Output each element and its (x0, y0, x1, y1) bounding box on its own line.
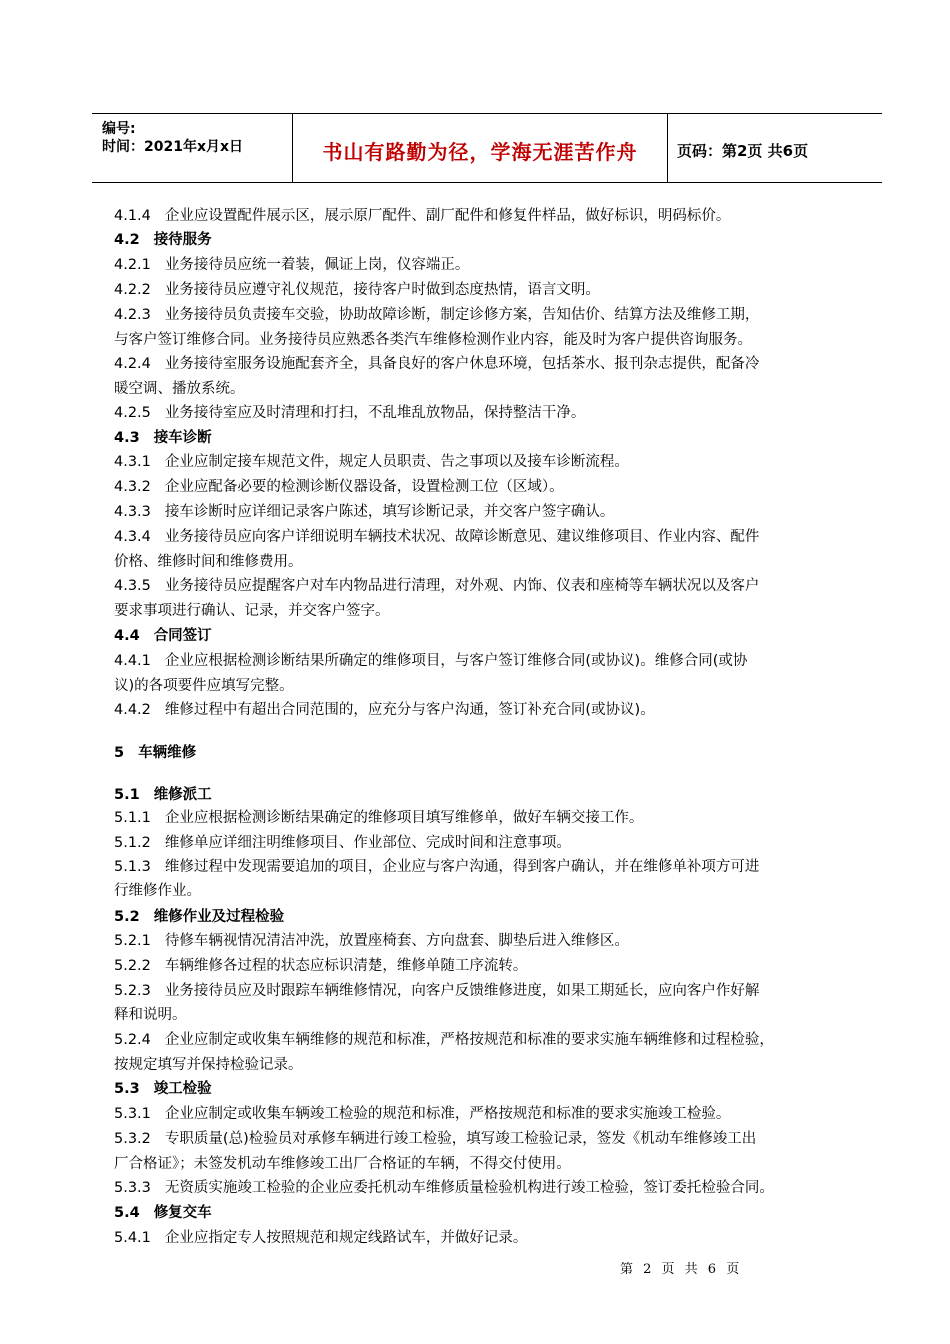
header-right-cell (667, 114, 882, 182)
clause-number: 4.3.3 (114, 504, 151, 520)
header-left-cell (92, 114, 292, 182)
paragraph-line (114, 552, 872, 572)
paragraph-line (114, 502, 872, 522)
clause-text: 企业应配备必要的检测诊断仪器设备，设置检测工位（区域）。 (164, 479, 564, 495)
clause-text: 释和说明。 (114, 1007, 187, 1023)
clause-number: 5.1.2 (114, 835, 151, 851)
paragraph-line (114, 1005, 872, 1025)
clause-text: 企业应根据检测诊断结果所确定的维修项目，与客户签订维修合同(或协议)。维修合同(或协 (164, 653, 748, 669)
clause-number: 5.4.1 (114, 1230, 151, 1246)
paragraph-line (114, 255, 872, 275)
clause-text: 车辆维修各过程的状态应标识清楚，维修单随工序流转。 (164, 958, 528, 974)
clause-text: 企业应制定或收集车辆竣工检验的规范和标准，严格按规范和标准的要求实施竣工检验。 (164, 1106, 731, 1122)
clause-text: 业务接待室应及时清理和打扫，不乱堆乱放物品，保持整洁干净。 (164, 405, 586, 421)
clause-number: 4.3.5 (114, 578, 151, 594)
clause-text: 企业应设置配件展示区，展示原厂配件、副厂配件和修复件样品，做好标识，明码标价。 (164, 208, 731, 224)
clause-number: 5.3.2 (114, 1131, 151, 1147)
header-motto: 书山有路勤为径，学海无涯苦作舟 (322, 140, 638, 164)
page-header (92, 113, 882, 183)
section-heading (114, 1203, 872, 1223)
header-page-number: 页码：第2页 共6页 (677, 142, 809, 160)
clause-text: 专职质量(总)检验员对承修车辆进行竣工检验，填写竣工检验记录，签发《机动车维修竣工出 (164, 1131, 757, 1147)
clause-text: 维修单应详细注明维修项目、作业部位、完成时间和注意事项。 (164, 835, 571, 851)
clause-number: 4.4.2 (114, 702, 151, 718)
paragraph-line (114, 1104, 872, 1124)
clause-number: 5.1 (114, 787, 140, 803)
section-heading (114, 626, 872, 646)
clause-text: 维修作业及过程检验 (153, 909, 285, 925)
section-heading (114, 428, 872, 448)
clause-number: 4.4.1 (114, 653, 151, 669)
clause-text: 接待服务 (153, 232, 212, 248)
clause-text: 业务接待室服务设施配套齐全，具备良好的客户休息环境，包括茶水、报刊杂志提供，配备冷 (164, 356, 760, 372)
paragraph-line (114, 1154, 872, 1174)
clause-number: 5.3.1 (114, 1106, 151, 1122)
paragraph-line (114, 601, 872, 621)
paragraph-line (114, 1178, 872, 1198)
section-heading (114, 1079, 872, 1099)
clause-number: 5.2.2 (114, 958, 151, 974)
clause-text: 业务接待员负责接车交验，协助故障诊断，制定诊修方案，告知估价、结算方法及维修工期， (164, 307, 760, 323)
clause-number: 4.2.1 (114, 257, 151, 273)
clause-text: 业务接待员应及时跟踪车辆维修情况，向客户反馈维修进度，如果工期延长，应向客户作好解 (164, 983, 760, 999)
paragraph-line (114, 1228, 872, 1248)
clause-text: 按规定填写并保持检验记录。 (114, 1057, 303, 1073)
clause-number: 4.2.3 (114, 307, 151, 323)
clause-number: 5.2 (114, 909, 140, 925)
paragraph-line (114, 931, 872, 951)
paragraph-line (114, 881, 872, 901)
section-heading (114, 230, 872, 250)
paragraph-line (114, 833, 872, 853)
clause-text: 维修过程中发现需要追加的项目，企业应与客户沟通，得到客户确认，并在维修单补项方可进 (164, 859, 760, 875)
clause-text: 行维修作业。 (114, 883, 201, 899)
clause-text: 议)的各项要件应填写完整。 (114, 678, 294, 694)
paragraph-line (114, 676, 872, 696)
paragraph-line (114, 651, 872, 671)
clause-text: 暖空调、播放系统。 (114, 381, 245, 397)
paragraph-line (114, 403, 872, 423)
clause-text: 业务接待员应遵守礼仪规范，接待客户时做到态度热情，语言文明。 (164, 282, 600, 298)
paragraph-line (114, 477, 872, 497)
section-heading (114, 743, 872, 763)
paragraph-line (114, 527, 872, 547)
clause-text: 无资质实施竣工检验的企业应委托机动车维修质量检验机构进行竣工检验，签订委托检验合同。 (164, 1180, 774, 1196)
clause-number: 5.1.3 (114, 859, 151, 875)
clause-number: 4.4 (114, 628, 140, 644)
clause-text: 修复交车 (153, 1205, 212, 1221)
paragraph-line (114, 956, 872, 976)
paragraph-line (114, 280, 872, 300)
clause-text: 企业应制定或收集车辆维修的规范和标准，严格按规范和标准的要求实施车辆维修和过程检验， (164, 1032, 774, 1048)
document-code-label: 编号: (102, 121, 136, 137)
clause-text: 车辆维修 (138, 745, 197, 761)
clause-number: 5.3 (114, 1081, 140, 1097)
clause-number: 4.1.4 (114, 208, 151, 224)
clause-number: 5.2.4 (114, 1032, 151, 1048)
clause-number: 4.3.2 (114, 479, 151, 495)
clause-text: 接车诊断时应详细记录客户陈述，填写诊断记录，并交客户签字确认。 (164, 504, 615, 520)
clause-text: 企业应制定接车规范文件，规定人员职责、告之事项以及接车诊断流程。 (164, 454, 629, 470)
clause-number: 5.2.3 (114, 983, 151, 999)
paragraph-line (114, 576, 872, 596)
clause-number: 4.2 (114, 232, 140, 248)
clause-number: 5 (114, 745, 125, 761)
clause-text: 维修派工 (153, 787, 212, 803)
paragraph-line (114, 700, 872, 720)
page-footer: 第 2 页 共 6 页 (620, 1262, 740, 1277)
clause-number: 5.4 (114, 1205, 140, 1221)
paragraph-line (114, 452, 872, 472)
document-date-label: 时间：2021年x月x日 (102, 139, 244, 155)
paragraph-line (114, 857, 872, 877)
clause-text: 业务接待员应向客户详细说明车辆技术状况、故障诊断意见、建议维修项目、作业内容、配件 (164, 529, 760, 545)
section-heading (114, 785, 872, 805)
clause-text: 业务接待员应统一着装，佩证上岗，仪容端正。 (164, 257, 470, 273)
clause-number: 5.3.3 (114, 1180, 151, 1196)
clause-text: 企业应指定专人按照规范和规定线路试车，并做好记录。 (164, 1230, 528, 1246)
clause-text: 企业应根据检测诊断结果确定的维修项目填写维修单，做好车辆交接工作。 (164, 810, 644, 826)
clause-text: 与客户签订维修合同。业务接待员应熟悉各类汽车维修检测作业内容，能及时为客户提供咨询服务。 (114, 332, 752, 348)
clause-number: 5.1.1 (114, 810, 151, 826)
clause-text: 维修过程中有超出合同范围的，应充分与客户沟通，签订补充合同(或协议)。 (164, 702, 655, 718)
paragraph-line (114, 305, 872, 325)
clause-number: 4.2.5 (114, 405, 151, 421)
clause-text: 合同签订 (153, 628, 212, 644)
clause-number: 4.3.4 (114, 529, 151, 545)
paragraph-line (114, 981, 872, 1001)
paragraph-line (114, 1055, 872, 1075)
paragraph-line (114, 330, 872, 350)
clause-text: 价格、维修时间和维修费用。 (114, 554, 303, 570)
clause-text: 竣工检验 (153, 1081, 212, 1097)
clause-number: 4.2.2 (114, 282, 151, 298)
clause-number: 5.2.1 (114, 933, 151, 949)
paragraph-line (114, 1129, 872, 1149)
paragraph-line (114, 379, 872, 399)
section-heading (114, 907, 872, 927)
header-motto-cell (292, 114, 668, 182)
clause-text: 业务接待员应提醒客户对车内物品进行清理，对外观、内饰、仪表和座椅等车辆状况以及客户 (164, 578, 760, 594)
paragraph-line (114, 808, 872, 828)
paragraph-line (114, 206, 872, 226)
clause-number: 4.3.1 (114, 454, 151, 470)
clause-text: 接车诊断 (153, 430, 212, 446)
clause-text: 要求事项进行确认、记录，并交客户签字。 (114, 603, 390, 619)
clause-text: 厂合格证》；未签发机动车维修竣工出厂合格证的车辆，不得交付使用。 (114, 1156, 571, 1172)
paragraph-line (114, 354, 872, 374)
clause-number: 4.2.4 (114, 356, 151, 372)
clause-number: 4.3 (114, 430, 140, 446)
paragraph-line (114, 1030, 872, 1050)
clause-text: 待修车辆视情况清洁冲洗，放置座椅套、方向盘套、脚垫后进入维修区。 (164, 933, 629, 949)
